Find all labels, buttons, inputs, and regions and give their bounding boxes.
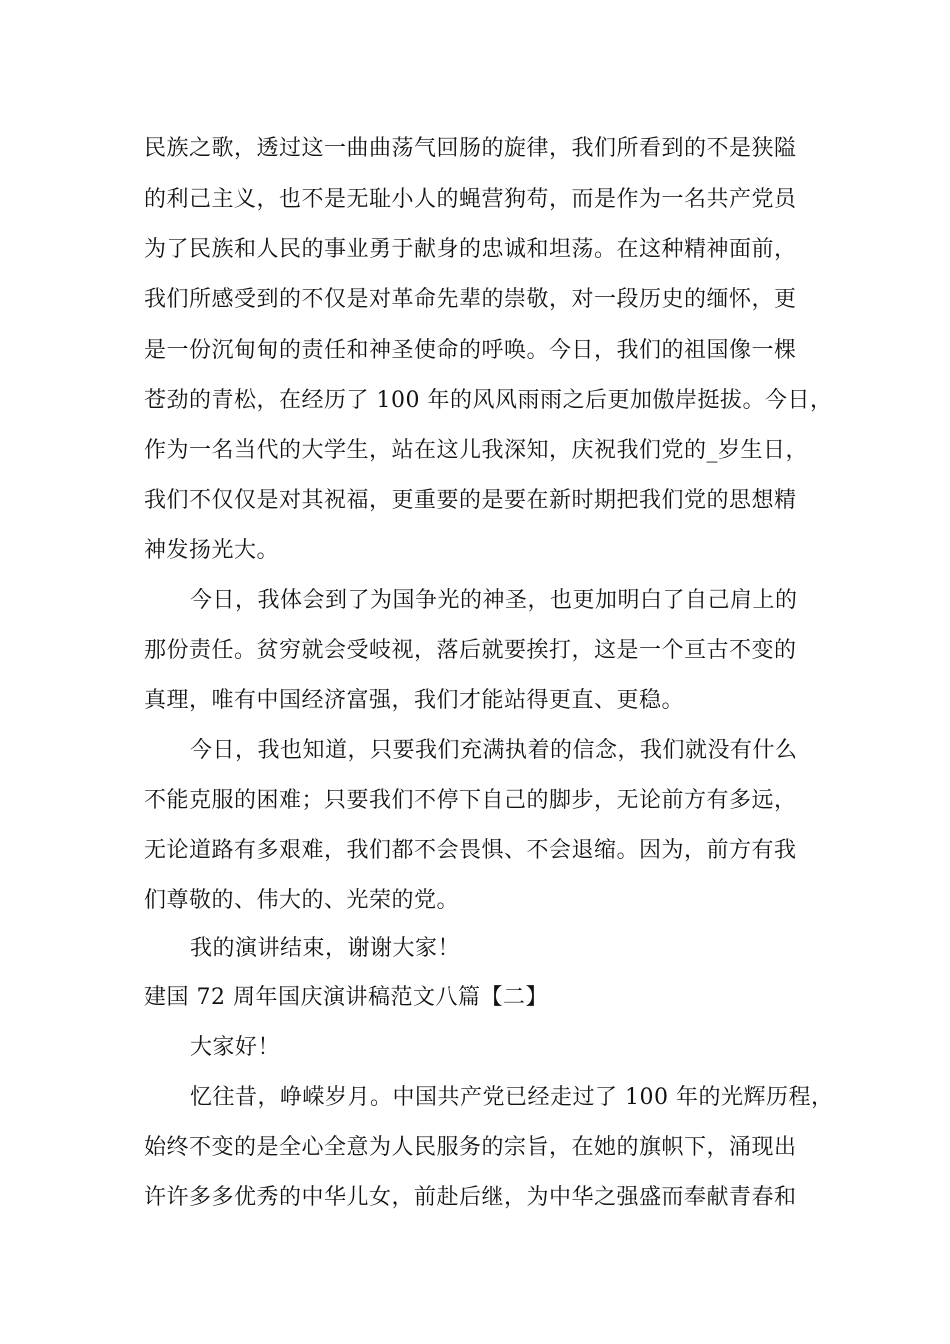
paragraph-line: 忆往昔，峥嵘岁月。中国共产党已经走过了 100 年的光辉历程，	[190, 1085, 834, 1110]
greeting-line: 大家好！	[190, 1035, 281, 1060]
paragraph-line: 那份责任。贫穷就会受岐视，落后就要挨打，这是一个亘古不变的	[144, 638, 797, 663]
paragraph-line: 我们不仅仅是对其祝福，更重要的是要在新时期把我们党的思想精	[144, 488, 797, 513]
closing-line: 我的演讲结束，谢谢大家！	[190, 936, 461, 961]
paragraph-line: 的利己主义，也不是无耻小人的蝇营狗苟，而是作为一名共产党员	[144, 187, 797, 212]
paragraph-line: 们尊敬的、伟大的、光荣的党。	[144, 888, 460, 913]
paragraph-line: 是一份沉甸甸的责任和神圣使命的呼唤。今日，我们的祖国像一棵	[144, 338, 797, 363]
paragraph-line: 无论道路有多艰难，我们都不会畏惧、不会退缩。因为，前方有我	[144, 838, 797, 863]
paragraph-line: 今日，我也知道，只要我们充满执着的信念，我们就没有什么	[190, 738, 798, 763]
paragraph-line: 苍劲的青松，在经历了 100 年的风风雨雨之后更加傲岸挺拔。今日，	[144, 388, 833, 413]
paragraph-line: 真理，唯有中国经济富强，我们才能站得更直、更稳。	[144, 688, 685, 713]
paragraph-line: 神发扬光大。	[144, 538, 280, 563]
section-heading: 建国 72 周年国庆演讲稿范文八篇【二】	[144, 985, 548, 1010]
paragraph-line: 作为一名当代的大学生，站在这儿我深知，庆祝我们党的_岁生日，	[144, 438, 809, 463]
paragraph-line: 始终不变的是全心全意为人民服务的宗旨，在她的旗帜下，涌现出	[144, 1135, 797, 1160]
paragraph-line: 今日，我体会到了为国争光的神圣，也更加明白了自己肩上的	[190, 588, 798, 613]
paragraph-line: 许许多多优秀的中华儿女，前赴后继，为中华之强盛而奉献青春和	[144, 1185, 797, 1210]
paragraph-line: 不能克服的困难；只要我们不停下自己的脚步，无论前方有多远，	[144, 788, 797, 813]
paragraph-line: 为了民族和人民的事业勇于献身的忠诚和坦荡。在这种精神面前，	[144, 237, 797, 262]
paragraph-line: 民族之歌，透过这一曲曲荡气回肠的旋律，我们所看到的不是狭隘	[144, 136, 797, 161]
paragraph-line: 我们所感受到的不仅是对革命先辈的崇敬，对一段历史的缅怀，更	[144, 287, 797, 312]
